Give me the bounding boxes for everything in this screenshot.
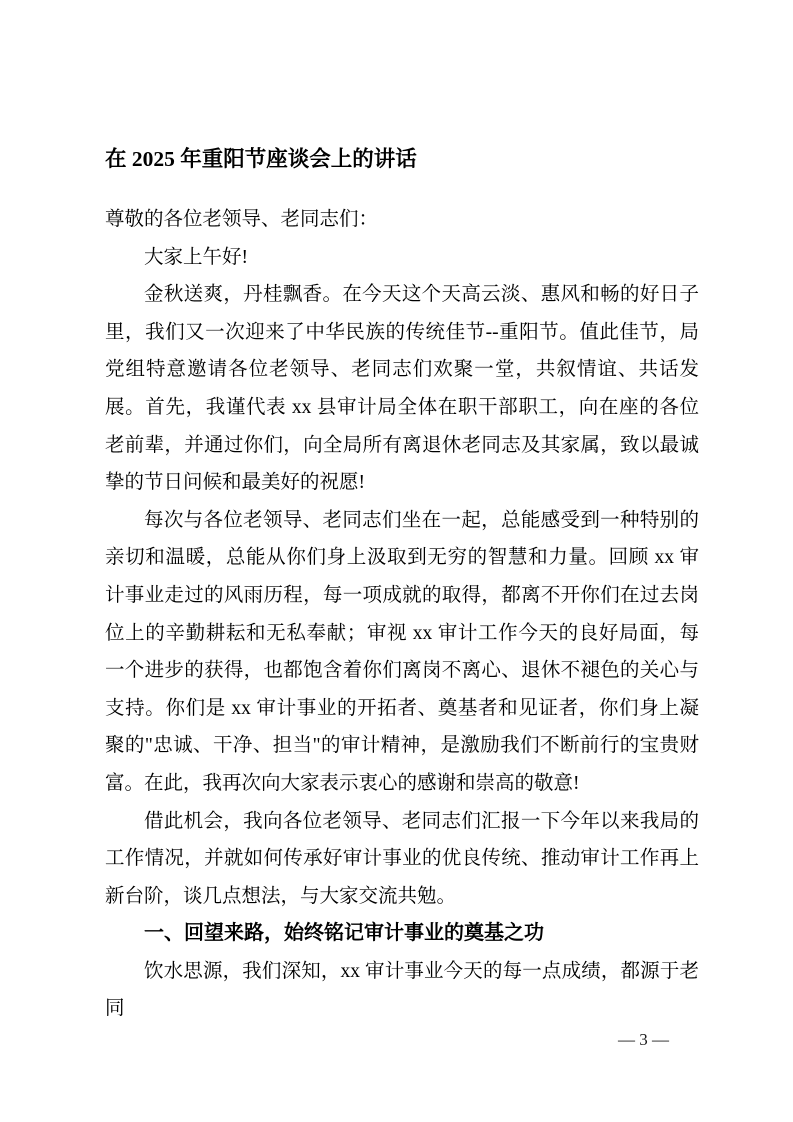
section-heading-1: 一、回望来路，始终铭记审计事业的奠基之功 [144,922,544,945]
paragraph-section-1-opening: 饮水思源，我们深知，xx 审计事业今天的每一点成绩，都源于老同 [105,960,699,1020]
paragraph-gratitude: 每次与各位老领导、老同志们坐在一起，总能感受到一种特别的亲切和温暖，总能从你们身上汲取到无穷的智慧和力量。回顾 xx 审计事业走过的风雨历程，每一项成就的取得，都离不开你们在过去岗位上的辛勤耕耘和无私奉献；审视 xx 审计工作今天的良好局面，每一个进步的获得，也都饱含着你们离岗不离心、退休不褪色的关心与支持。你们是 xx 审计事业的开拓者、奠基者和见证者，你们身上凝聚的"忠诚、干净、担当"的审计精神，是激励我们不断前行的宝贵财富。在此，我再次向大家表示衷心的感谢和崇高的敬意! [105,509,699,794]
paragraph-festival-welcome: 金秋送爽，丹桂飘香。在今天这个天高云淡、惠风和畅的好日子里，我们又一次迎来了中华民族的传统佳节--重阳节。值此佳节，局党组特意邀请各位老领导、老同志们欢聚一堂，共叙情谊、共话发展。首先，我谨代表 xx 县审计局全体在职干部职工，向在座的各位老前辈，并通过你们，向全局所有离退休老同志及其家属，致以最诚挚的节日问候和最美好的祝愿! [105,284,699,494]
document-title: 在 2025 年重阳节座谈会上的讲话 [105,147,417,171]
paragraph-greeting: 大家上午好! [144,246,248,268]
salutation-line: 尊敬的各位老领导、老同志们： [105,209,379,230]
page-number-footer: — 3 — [618,1030,669,1049]
document-body [105,201,699,1028]
paragraph-report-intro: 借此机会，我向各位老领导、老同志们汇报一下今年以来我局的工作情况，并就如何传承好审计事业的优良传统、推动审计工作再上新台阶，谈几点想法，与大家交流共勉。 [105,810,699,907]
document-content [105,143,699,1028]
